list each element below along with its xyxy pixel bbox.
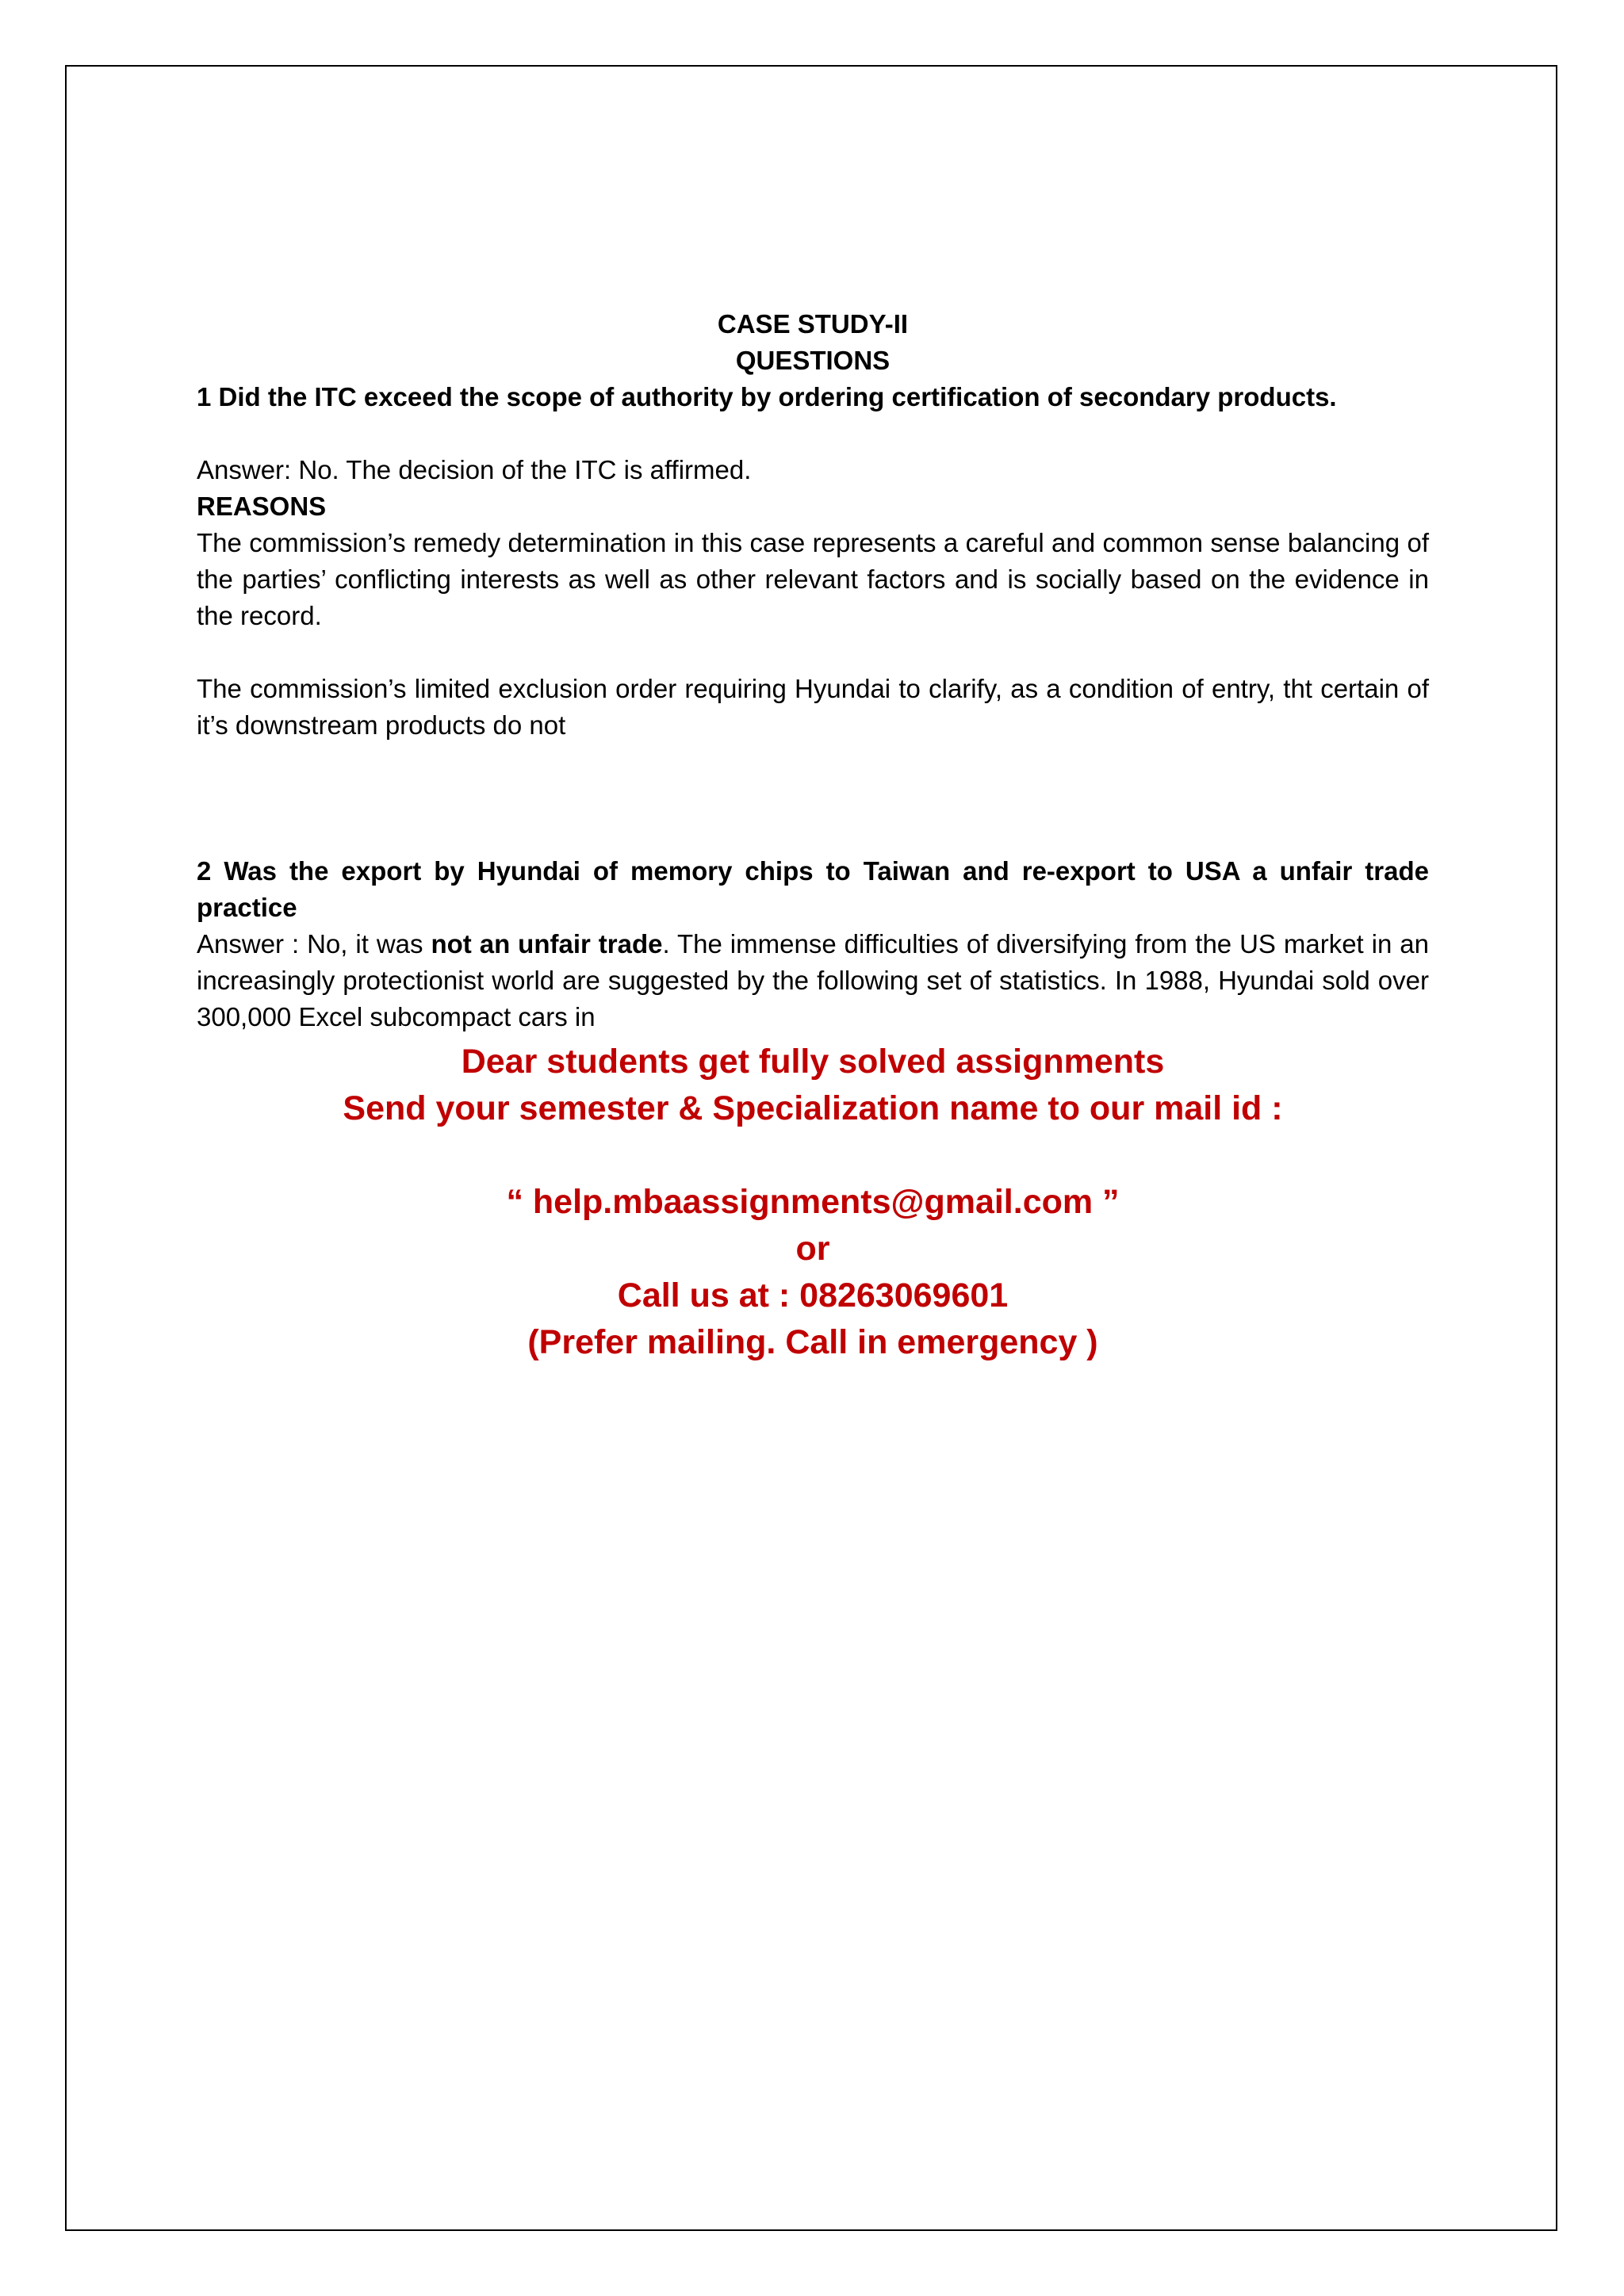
promo-note: (Prefer mailing. Call in emergency ): [527, 1323, 1098, 1361]
promo-email: “ help.mbaassignments@gmail.com ”: [506, 1183, 1120, 1221]
document-body: [197, 306, 1429, 1366]
document-subtitle: QUESTIONS: [735, 346, 891, 375]
promo-line-1: Dear students get fully solved assignments: [461, 1043, 1165, 1081]
promo-call: Call us at : 08263069601: [617, 1276, 1009, 1314]
promo-line-2: Send your semester & Specialization name to our mail id :: [343, 1089, 1283, 1127]
promo-or: or: [795, 1230, 830, 1268]
answer-1: Answer: No. The decision of the ITC is affirmed.: [197, 455, 752, 484]
answer-2: [197, 926, 1429, 1035]
answer-2-prefix: Answer : No, it was: [197, 929, 431, 959]
question-1: 1 Did the ITC exceed the scope of authority by ordering certification of secondary products.: [197, 382, 1337, 411]
answer-2-rest: . The immense difficulties of diversifying from the US market in an increasingly protectionist world are suggested by the following set of statistics. In 1988, Hyundai sold over 300,000 Excel subcompact cars in: [197, 929, 1430, 1031]
answer-2-emphasis: not an unfair trade: [431, 929, 663, 959]
question-2: 2 Was the export by Hyundai of memory chips to Taiwan and re-export to USA a unfair trade practice: [197, 856, 1429, 922]
reasons-paragraph-1: The commission’s remedy determination in this case represents a careful and common sense balancing of the parties’ conflicting interests as well as other relevant factors and is socially based on the evidence in the record.: [197, 528, 1429, 630]
promo-block: [197, 1039, 1429, 1366]
document-title: CASE STUDY-II: [717, 309, 909, 339]
reasons-heading: REASONS: [197, 492, 327, 521]
reasons-paragraph-2: The commission’s limited exclusion order requiring Hyundai to clarify, as a condition of entry, tht certain of it’s downstream products do not: [197, 674, 1429, 740]
